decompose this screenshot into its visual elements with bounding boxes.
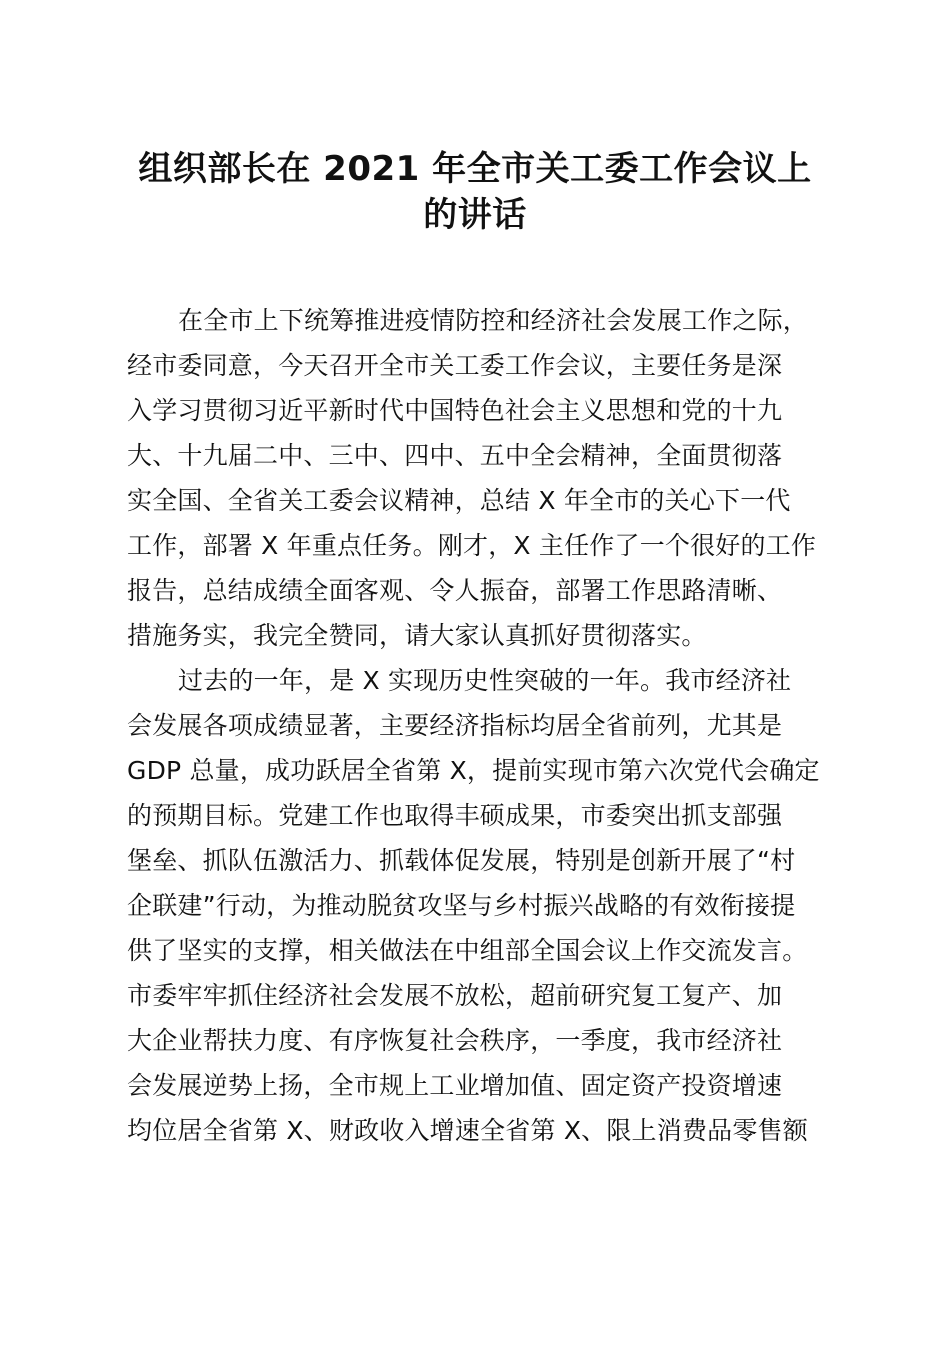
title-line: 的讲话 bbox=[423, 195, 527, 235]
paragraph-1-line: 入学习贯彻习近平新时代中国特色社会主义思想和党的十九 bbox=[127, 396, 783, 425]
document-body bbox=[127, 298, 827, 1153]
paragraph-2-line: 大企业帮扶力度、有序恢复社会秩序，一季度，我市经济社 bbox=[127, 1026, 783, 1055]
paragraph-2-line: 市委牢牢抓住经济社会发展不放松，超前研究复工复产、加 bbox=[127, 981, 783, 1010]
paragraph-2-line: 堡垒、抓队伍激活力、抓载体促发展，特别是创新开展了“村 bbox=[127, 846, 796, 875]
paragraph-1-line: 在全市上下统筹推进疫情防控和经济社会发展工作之际， bbox=[178, 306, 809, 335]
paragraph-2-line: 的预期目标。党建工作也取得丰硕成果，市委突出抓支部强 bbox=[127, 801, 783, 830]
paragraph-1-line: 报告，总结成绩全面客观、令人振奋，部署工作思路清晰、 bbox=[127, 576, 783, 605]
paragraph-1-line: 措施务实，我完全赞同，请大家认真抓好贯彻落实。 bbox=[127, 621, 707, 650]
paragraph-2-line: 均位居全省第 X、财政收入增速全省第 X、限上消费品零售额 bbox=[127, 1116, 808, 1145]
paragraph-2-line: 会发展各项成绩显著，主要经济指标均居全省前列，尤其是 bbox=[127, 711, 783, 740]
paragraph-2-line: GDP 总量，成功跃居全省第 X，提前实现市第六次党代会确定 bbox=[127, 756, 820, 785]
paragraph-1-line: 工作，部署 X 年重点任务。刚才，X 主任作了一个很好的工作 bbox=[127, 531, 817, 560]
paragraph-2-line: 过去的一年，是 X 实现历史性突破的一年。我市经济社 bbox=[178, 666, 792, 695]
paragraph-2-line: 企联建”行动，为推动脱贫攻坚与乡村振兴战略的有效衔接提 bbox=[127, 891, 796, 920]
paragraph-2-line: 供了坚实的支撑，相关做法在中组部全国会议上作交流发言。 bbox=[127, 936, 808, 965]
document-title bbox=[110, 146, 840, 238]
title-line: 组织部长在 2021 年全市关工委工作会议上 bbox=[138, 149, 812, 189]
paragraph-1-line: 大、十九届二中、三中、四中、五中全会精神，全面贯彻落 bbox=[127, 441, 783, 470]
paragraph-1-line: 实全国、全省关工委会议精神，总结 X 年全市的关心下一代 bbox=[127, 486, 791, 515]
paragraph-1-line: 经市委同意，今天召开全市关工委工作会议，主要任务是深 bbox=[127, 351, 783, 380]
paragraph-2-line: 会发展逆势上扬，全市规上工业增加值、固定资产投资增速 bbox=[127, 1071, 783, 1100]
